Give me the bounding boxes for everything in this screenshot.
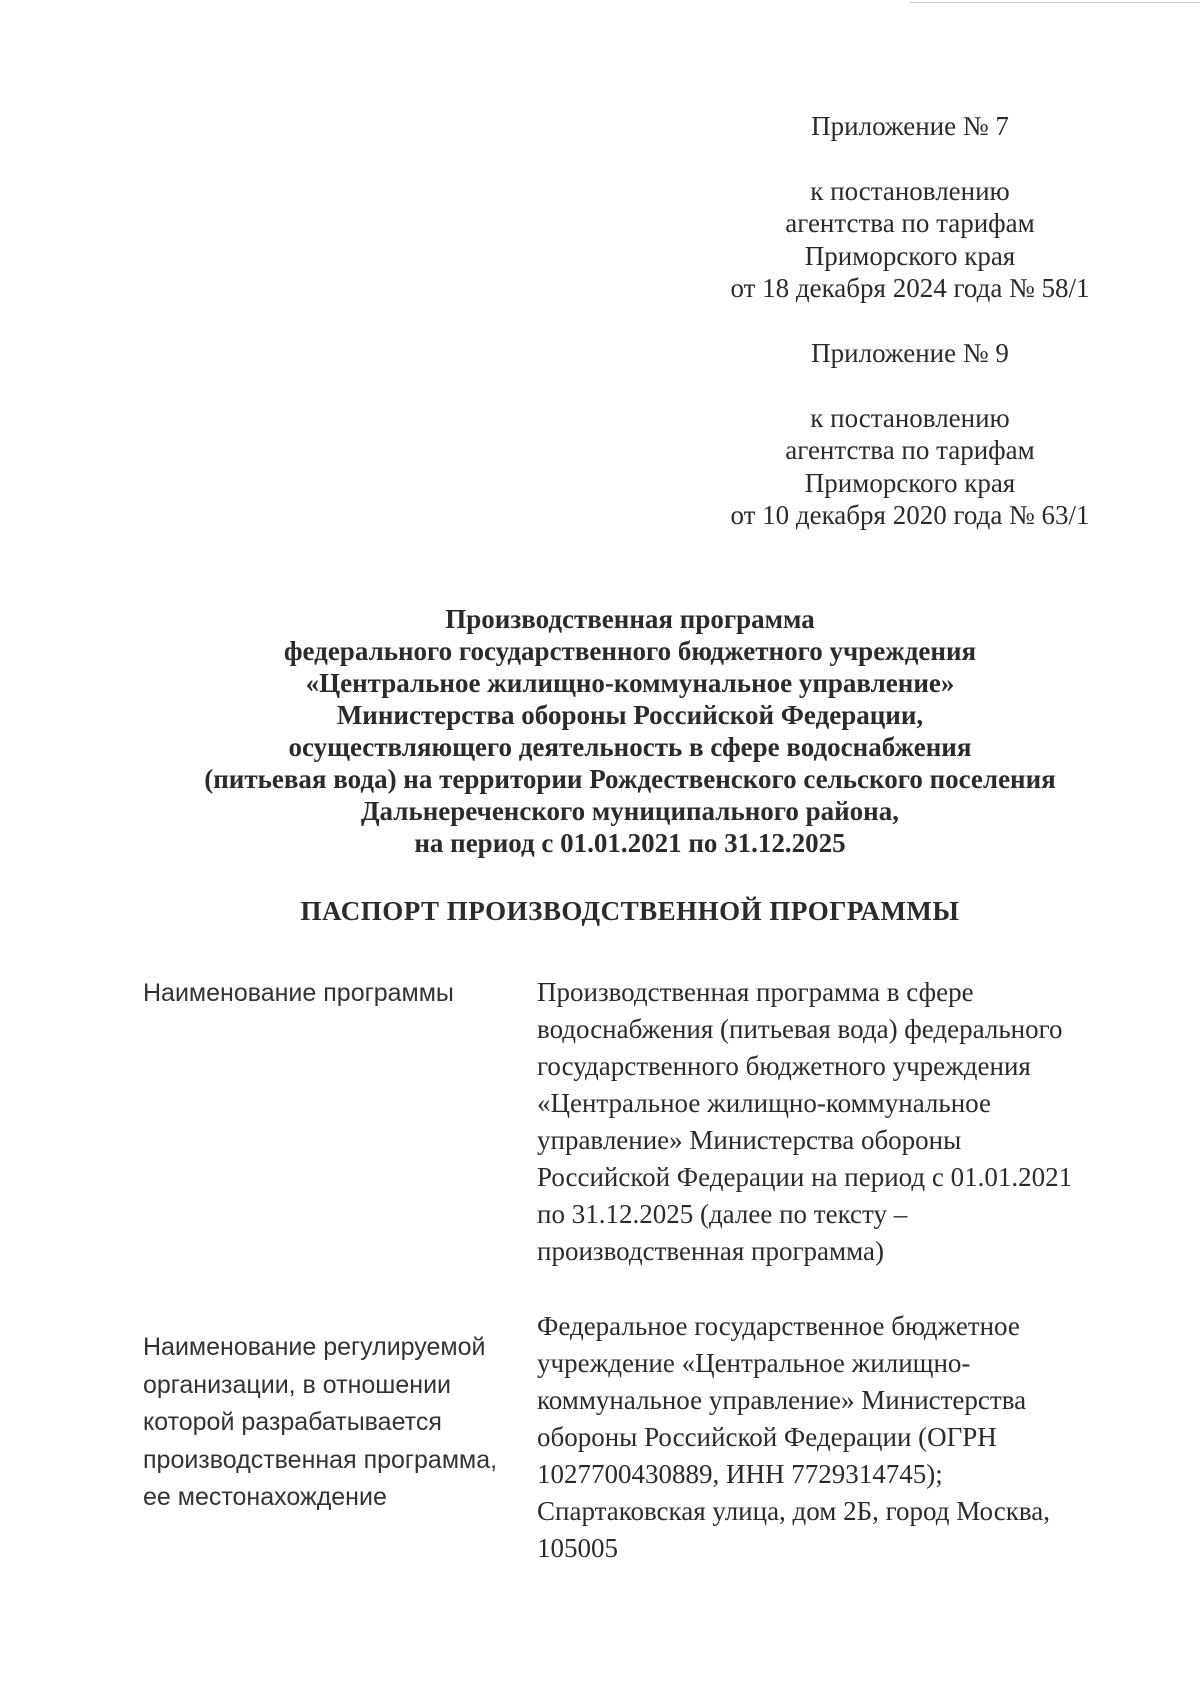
document-title-line: (питьевая вода) на территории Рождественского сельского поселения xyxy=(204,764,1056,794)
row-value-line: управление» Министерства обороны xyxy=(537,1125,962,1155)
row-value-line: 1027700430889, ИНН 7729314745); xyxy=(537,1459,943,1489)
annex-7-line: Приморского края xyxy=(804,240,1016,271)
document-title-line: Дальнереченского муниципального района, xyxy=(360,796,899,826)
row-value-line: производственная программа) xyxy=(537,1236,884,1266)
annex-7-line: от 18 декабря 2024 года № 58/1 xyxy=(730,273,1090,303)
annex-9-block xyxy=(720,337,1100,532)
document-title-line: осуществляющего деятельность в сфере водоснабжения xyxy=(288,732,972,762)
document-title-line: Производственная программа xyxy=(445,604,815,634)
annex-7-block xyxy=(720,110,1100,305)
row-label-line: Наименование программы xyxy=(143,979,454,1007)
row-label-line: ее местонахождение xyxy=(143,1483,387,1511)
annex-9-line: Приморского края xyxy=(804,467,1016,498)
row-value-line: Производственная программа в сфере xyxy=(537,977,974,1007)
row-value-line: по 31.12.2025 (далее по тексту – xyxy=(537,1199,908,1229)
row-value-line: водоснабжения (питьевая вода) федерального xyxy=(537,1014,1063,1044)
annex-9-line: к постановлению xyxy=(810,402,1010,433)
row-value-line: учреждение «Центральное жилищно- xyxy=(537,1348,971,1378)
row-label-line: Наименование регулируемой xyxy=(143,1333,486,1361)
row-label-line: производственная программа, xyxy=(143,1445,498,1474)
row-value-line: 105005 xyxy=(537,1533,618,1563)
row-value-line: Федеральное государственное бюджетное xyxy=(537,1311,1020,1341)
passport-row-1-label xyxy=(143,975,513,1013)
scan-edge-line xyxy=(910,2,1200,3)
annex-7-title: Приложение № 7 xyxy=(811,111,1009,141)
document-title xyxy=(120,603,1140,859)
document-title-line: «Центральное жилищно-коммунальное управление» xyxy=(305,668,955,698)
row-value-line: Российской Федерации на период с 01.01.2021 xyxy=(537,1162,1073,1192)
passport-row-2-value xyxy=(537,1308,1112,1567)
annex-7-line: к постановлению xyxy=(810,175,1010,206)
annex-9-title: Приложение № 9 xyxy=(811,338,1009,368)
row-label-line: которой разрабатывается xyxy=(143,1408,442,1436)
document-title-line: на период с 01.01.2021 по 31.12.2025 xyxy=(414,828,846,858)
document-title-line: Министерства обороны Российской Федерации, xyxy=(336,700,924,730)
annex-9-line: агентства по тарифам xyxy=(785,435,1035,465)
passport-heading: ПАСПОРТ ПРОИЗВОДСТВЕННОЙ ПРОГРАММЫ xyxy=(300,896,960,926)
row-value-line: «Центральное жилищно-коммунальное xyxy=(537,1088,991,1118)
row-value-line: обороны Российской Федерации (ОГРН xyxy=(537,1422,997,1452)
annex-7-line: агентства по тарифам xyxy=(785,208,1035,238)
document-title-line: федерального государственного бюджетного учреждения xyxy=(283,636,977,666)
annex-9-line: от 10 декабря 2020 года № 63/1 xyxy=(730,500,1090,530)
row-label-line: организации, в отношении xyxy=(143,1370,451,1399)
row-value-line: государственного бюджетного учреждения xyxy=(537,1051,1031,1081)
row-value-line: коммунальное управление» Министерства xyxy=(537,1385,1027,1415)
passport-row-2-label xyxy=(143,1329,513,1517)
row-value-line: Спартаковская улица, дом 2Б, город Москва, xyxy=(537,1496,1050,1526)
passport-row-1-value xyxy=(537,974,1112,1270)
